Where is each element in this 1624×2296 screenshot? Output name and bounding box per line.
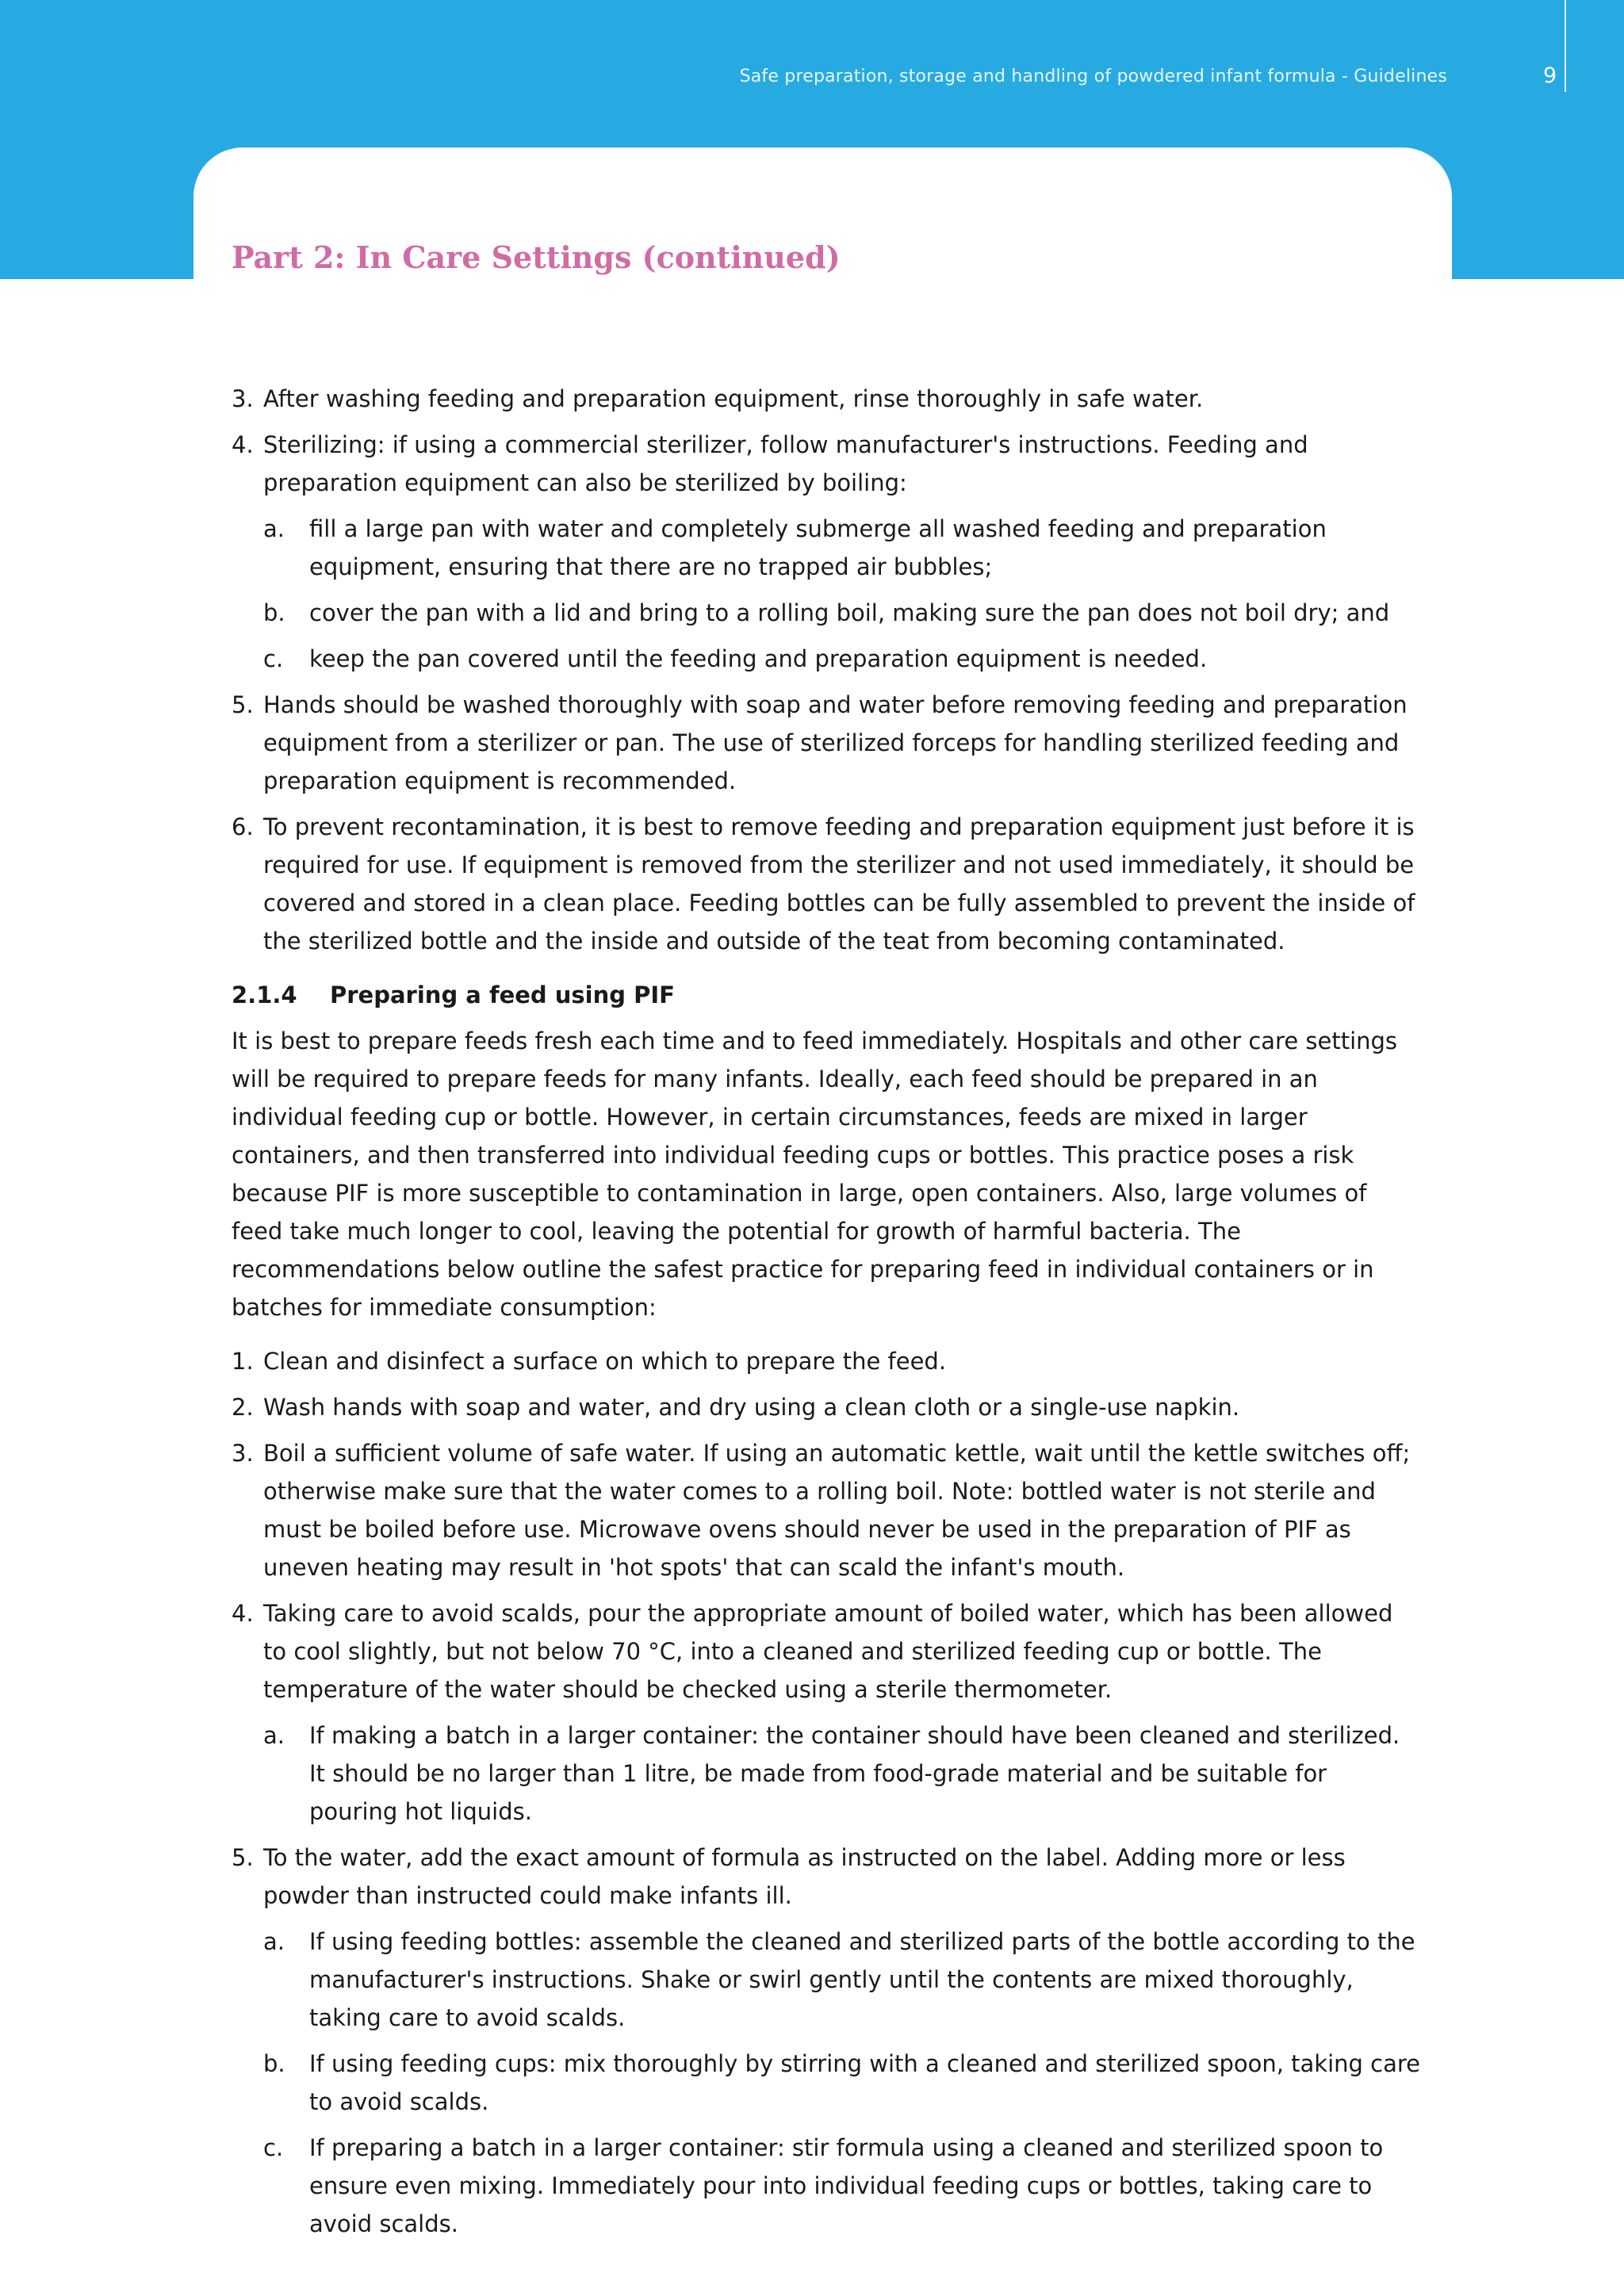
- intro-paragraph: It is best to prepare feeds fresh each time and to feed immediately. Hospitals and other care settings will be required to prepare feeds for many infants. Ideally, each feed should be prepared in an individual feeding cup or bottle. However, in certain circumstances, feeds are mixed in larger containers, and then transferred into individual feeding cups or bottles. This practice poses a risk because PIF is more susceptible to contamination in large, open containers. Also, large volumes of feed take much longer to cool, leaving the potential for growth of harmful bacteria. The recommendations below outline the safest practice for preparing feed in individual containers or in batches for immediate consumption:: [232, 1027, 1398, 1321]
- list-text: To the water, add the exact amount of formula as instructed on the label. Adding more or less powder than instructed could make infants ill.: [263, 1844, 1346, 1909]
- list-number: 5.: [232, 691, 254, 718]
- subsection-heading: [232, 976, 1421, 1014]
- list-text: After washing feeding and preparation equipment, rinse thoroughly in safe water.: [263, 385, 1204, 412]
- list-number: 2.: [232, 1394, 254, 1421]
- list-text: Sterilizing: if using a commercial sterilizer, follow manufacturer's instructions. Feeding and preparation equipment can also be sterilized by boiling:: [263, 431, 1308, 496]
- sub-list-item: [232, 1923, 1421, 2037]
- sub-list-item: [232, 594, 1421, 632]
- list-item: [232, 1839, 1421, 1915]
- list-number: 3.: [232, 385, 254, 412]
- sub-list-item: [232, 640, 1421, 678]
- list-item: [232, 1388, 1421, 1426]
- list-text: Boil a sufficient volume of safe water. If using an automatic kettle, wait until the kettle switches off; otherwise make sure that the water comes to a rolling boil. Note: bottled water is not sterile and must be boiled before use. Microwave ovens should never be used in the preparation of PIF as uneven heating may result in 'hot spots' that can scald the infant's mouth.: [263, 1440, 1411, 1581]
- subsection-number: 2.1.4: [232, 982, 297, 1008]
- list-number: 1.: [232, 1348, 254, 1375]
- sub-list-letter: a.: [263, 515, 285, 542]
- list-text: Clean and disinfect a surface on which to prepare the feed.: [263, 1348, 947, 1375]
- sub-list-text: If making a batch in a larger container: the container should have been cleaned and sterilized. It should be no larger than 1 litre, be made from food-grade material and be suitable for pouring hot liquids.: [309, 1722, 1400, 1825]
- list-item: [232, 1434, 1421, 1586]
- sub-list-text: cover the pan with a lid and bring to a rolling boil, making sure the pan does not boil dry; and: [309, 599, 1390, 626]
- sub-list-text: If using feeding cups: mix thoroughly by stirring with a cleaned and sterilized spoon, taking care to avoid scalds.: [309, 2050, 1421, 2115]
- list-item: [232, 1342, 1421, 1380]
- sub-list-text: If using feeding bottles: assemble the cleaned and sterilized parts of the bottle according to the manufacturer's instructions. Shake or swirl gently until the contents are mixed thoroughly, taking care to avoid scalds.: [309, 1928, 1415, 2031]
- list-item: [232, 808, 1421, 960]
- list-number: 5.: [232, 1844, 254, 1871]
- list-text: Wash hands with soap and water, and dry using a clean cloth or a single-use napkin.: [263, 1394, 1240, 1421]
- sub-list-letter: b.: [263, 2050, 285, 2077]
- sub-list-letter: c.: [263, 645, 284, 672]
- running-title: Safe preparation, storage and handling of powdered infant formula - Guidelines: [739, 67, 1447, 86]
- list-number: 4.: [232, 1600, 254, 1627]
- list-item: [232, 1594, 1421, 1709]
- list-number: 4.: [232, 431, 254, 458]
- sub-list-text: keep the pan covered until the feeding and preparation equipment is needed.: [309, 645, 1208, 672]
- list-text: Taking care to avoid scalds, pour the appropriate amount of boiled water, which has been allowed to cool slightly, but not below 70 °C, into a cleaned and sterilized feeding cup or bottle. The temperature of the water should be checked using a sterile thermometer.: [263, 1600, 1393, 1703]
- sub-list-item: [232, 510, 1421, 586]
- sub-list-letter: a.: [263, 1722, 285, 1749]
- list-text: To prevent recontamination, it is best to remove feeding and preparation equipment just before it is required for use. If equipment is removed from the sterilizer and not used immediately, it should be covered and stored in a clean place. Feeding bottles can be fully assembled to prevent the inside of the sterilized bottle and the inside and outside of the teat from becoming contaminated.: [263, 813, 1415, 955]
- sub-list-text: If preparing a batch in a larger container: stir formula using a cleaned and sterilized spoon to ensure even mixing. Immediately pour into individual feeding cups or bottles, taking care to avoid scalds.: [309, 2134, 1384, 2237]
- sub-list-item: [232, 2045, 1421, 2121]
- sub-list-letter: c.: [263, 2134, 284, 2161]
- section-title: Part 2: In Care Settings (continued): [232, 239, 841, 275]
- sub-list-item: [232, 2129, 1421, 2243]
- sub-list-item: [232, 1716, 1421, 1831]
- list-number: 3.: [232, 1440, 254, 1467]
- list-item: [232, 380, 1421, 418]
- sub-list-letter: b.: [263, 599, 285, 626]
- list-item: [232, 426, 1421, 502]
- document-body: [232, 380, 1421, 2243]
- list-item: [232, 686, 1421, 800]
- page-number: 9: [1543, 63, 1557, 88]
- subsection-title: Preparing a feed using PIF: [330, 982, 675, 1008]
- sub-list-text: fill a large pan with water and completely submerge all washed feeding and preparation equipment, ensuring that there are no trapped air bubbles;: [309, 515, 1327, 580]
- list-number: 6.: [232, 813, 254, 840]
- page-divider: [1565, 0, 1566, 92]
- list-text: Hands should be washed thoroughly with soap and water before removing feeding and preparation equipment from a sterilizer or pan. The use of sterilized forceps for handling sterilized feeding and preparation equipment is recommended.: [263, 691, 1408, 794]
- sub-list-letter: a.: [263, 1928, 285, 1955]
